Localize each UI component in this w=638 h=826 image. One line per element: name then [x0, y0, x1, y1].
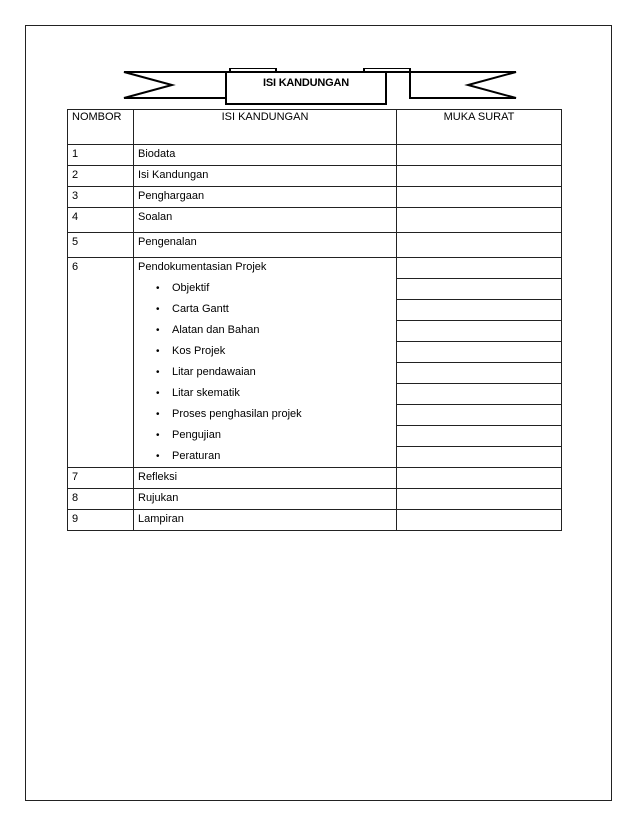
- contents-table: [67, 109, 562, 531]
- table-row: [68, 489, 562, 510]
- row-number: 7: [68, 468, 134, 489]
- row-label: Refleksi: [134, 468, 397, 489]
- bullet-icon: •: [156, 408, 160, 420]
- row-page: [397, 405, 562, 426]
- bullet-icon: •: [156, 429, 160, 441]
- row-label: Pengenalan: [134, 233, 397, 258]
- bullet-icon: •: [156, 303, 160, 315]
- row-page: [397, 279, 562, 300]
- row-page: [397, 145, 562, 166]
- row-label: Isi Kandungan: [134, 166, 397, 187]
- row-number: 6: [68, 258, 134, 279]
- row-label: Penghargaan: [134, 187, 397, 208]
- sub-item-row: [68, 426, 562, 447]
- row-page: [397, 233, 562, 258]
- row-page: [397, 258, 562, 279]
- sub-item-row: [68, 300, 562, 321]
- bullet-icon: •: [156, 387, 160, 399]
- sub-item: • Proses penghasilan projek: [134, 405, 397, 426]
- sub-item: • Objektif: [134, 279, 397, 300]
- row-page: [397, 166, 562, 187]
- sub-item-row: [68, 321, 562, 342]
- sub-item: • Kos Projek: [134, 342, 397, 363]
- sub-item: • Pengujian: [134, 426, 397, 447]
- row-page: [397, 300, 562, 321]
- bullet-icon: •: [156, 282, 160, 294]
- row-number: 5: [68, 233, 134, 258]
- row-page: [397, 447, 562, 468]
- table-row: [68, 468, 562, 489]
- table-header-row: [68, 110, 562, 145]
- sub-item: • Peraturan: [134, 447, 397, 468]
- row-page: [397, 384, 562, 405]
- sub-item-row: [68, 384, 562, 405]
- table-row: [68, 145, 562, 166]
- sub-item: • Litar skematik: [134, 384, 397, 405]
- row-number: 4: [68, 208, 134, 233]
- table-row: [68, 208, 562, 233]
- row-page: [397, 510, 562, 531]
- sub-item-row: [68, 342, 562, 363]
- row-number: 8: [68, 489, 134, 510]
- row-page: [397, 489, 562, 510]
- row-label: Soalan: [134, 208, 397, 233]
- sub-item-row: [68, 405, 562, 426]
- row-label: Lampiran: [134, 510, 397, 531]
- sub-item-row: [68, 447, 562, 468]
- row-page: [397, 208, 562, 233]
- header-isi-kandungan: ISI KANDUNGAN: [134, 110, 397, 145]
- row-number: 2: [68, 166, 134, 187]
- sub-item-row: [68, 279, 562, 300]
- header-muka-surat: MUKA SURAT: [397, 110, 562, 145]
- row-label: Pendokumentasian Projek: [134, 258, 397, 279]
- bullet-icon: •: [156, 366, 160, 378]
- row-number: 9: [68, 510, 134, 531]
- table-row: [68, 258, 562, 279]
- table-row: [68, 187, 562, 208]
- row-page: [397, 321, 562, 342]
- row-label: Rujukan: [134, 489, 397, 510]
- bullet-icon: •: [156, 345, 160, 357]
- sub-item-row: [68, 363, 562, 384]
- table-row: [68, 233, 562, 258]
- row-page: [397, 468, 562, 489]
- sub-item: • Litar pendawaian: [134, 363, 397, 384]
- sub-item: • Alatan dan Bahan: [134, 321, 397, 342]
- table-row: [68, 166, 562, 187]
- bullet-icon: •: [156, 324, 160, 336]
- row-number: 3: [68, 187, 134, 208]
- row-number: 1: [68, 145, 134, 166]
- row-page: [397, 426, 562, 447]
- sub-item: • Carta Gantt: [134, 300, 397, 321]
- title-banner: [122, 68, 518, 108]
- table-row: [68, 510, 562, 531]
- header-nombor: NOMBOR: [68, 110, 134, 145]
- row-page: [397, 187, 562, 208]
- row-label: Biodata: [134, 145, 397, 166]
- row-page: [397, 363, 562, 384]
- page-title: ISI KANDUNGAN: [262, 77, 349, 89]
- row-page: [397, 342, 562, 363]
- bullet-icon: •: [156, 450, 160, 462]
